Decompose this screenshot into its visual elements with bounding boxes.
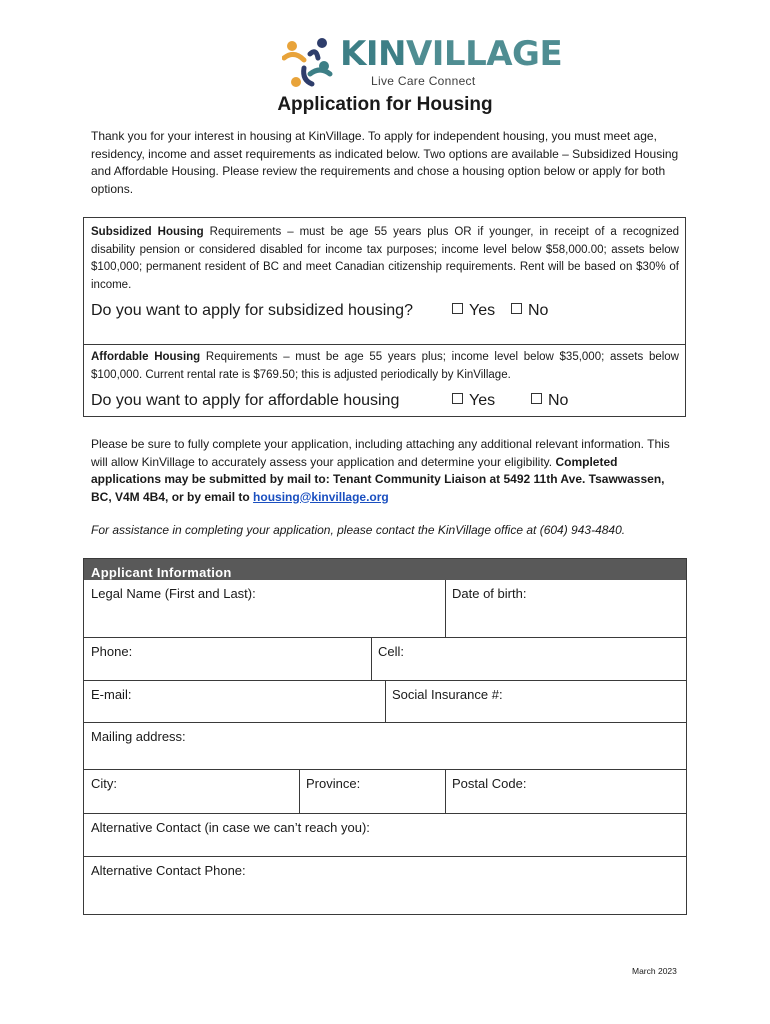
column-divider [299, 769, 300, 813]
cell-field[interactable]: Cell: [378, 644, 405, 659]
checkbox-icon[interactable] [511, 303, 522, 314]
logo-wordmark: KINVILLAGE [340, 34, 563, 74]
subsidized-requirements: Subsidized Housing Requirements – must be age 55 years plus OR if younger, in receipt of a recognized disability pension or considered disabled for income tax purposes; income level below $58,000.00; assets below $100,000; permanent resident of BC and meet Canadian citizenship requirements. Rent will be based on $30% of income. [91, 226, 679, 291]
row-divider [84, 722, 686, 723]
postal-code-field[interactable]: Postal Code: [452, 776, 527, 791]
phone-field[interactable]: Phone: [91, 644, 133, 659]
column-divider [385, 680, 386, 722]
kinvillage-people-icon [282, 36, 334, 90]
housing-options-box [83, 217, 686, 417]
footer-date: March 2023 [632, 966, 677, 976]
affordable-requirements: Affordable Housing Requirements – must be age 55 years plus; income level below $35,000; assets below $100,000. Current rental rate is $769.50; this is adjusted periodically by KinVillage. [91, 351, 679, 381]
email-link[interactable]: housing@kinvillage.org [253, 489, 389, 504]
affordable-yes-option[interactable]: Yes [452, 392, 495, 410]
kinvillage-logo [282, 34, 563, 92]
submission-notice: Please be sure to fully complete your application, including attaching any additional relevant information. This will allow KinVillage to accurately assess your application and determine your eligibility. Completed applications may be submitted by mail to: Tenant Community Liaison at 5492 11th Ave. Tsawwassen, BC, V4M 4B4, or by email to housing@kinvillage.org [91, 437, 670, 504]
column-divider [445, 769, 446, 813]
mailing-address-field[interactable]: Mailing address: [91, 729, 186, 744]
affordable-no-option[interactable]: No [531, 392, 568, 410]
checkbox-icon[interactable] [452, 393, 463, 404]
row-divider [84, 769, 686, 770]
section-divider [84, 344, 685, 345]
alternative-contact-field[interactable]: Alternative Contact (in case we can’t reach you): [91, 820, 370, 835]
logo-tagline: Live Care Connect [371, 74, 476, 88]
applicant-information-form [83, 558, 687, 915]
province-field[interactable]: Province: [306, 776, 361, 791]
alternative-contact-phone-field[interactable]: Alternative Contact Phone: [91, 863, 246, 878]
column-divider [371, 637, 372, 680]
checkbox-icon[interactable] [452, 303, 463, 314]
social-insurance-field[interactable]: Social Insurance #: [392, 687, 503, 702]
row-divider [84, 856, 686, 857]
column-divider [445, 580, 446, 637]
checkbox-icon[interactable] [531, 393, 542, 404]
row-divider [84, 813, 686, 814]
intro-paragraph: Thank you for your interest in housing at KinVillage. To apply for independent housing, you must meet age, residency, income and asset requirements as indicated below. Two options are available – Subsidized Housing and Affordable Housing. Please review the requirements and chose a housing option below or apply for both options. [91, 129, 679, 196]
subsidized-question: Do you want to apply for subsidized housing? [91, 302, 413, 319]
subsidized-yes-option[interactable]: Yes [452, 302, 495, 320]
legal-name-field[interactable]: Legal Name (First and Last): [91, 586, 256, 601]
row-divider [84, 637, 686, 638]
city-field[interactable]: City: [91, 776, 117, 791]
affordable-question: Do you want to apply for affordable housing [91, 392, 400, 409]
form-header: Applicant Information [84, 559, 686, 580]
email-field[interactable]: E-mail: [91, 687, 132, 702]
date-of-birth-field[interactable]: Date of birth: [452, 586, 527, 601]
assistance-note: For assistance in completing your application, please contact the KinVillage office at (604) 943-4840. [91, 523, 626, 537]
page-title: Application for Housing [277, 94, 493, 115]
subsidized-no-option[interactable]: No [511, 302, 548, 320]
